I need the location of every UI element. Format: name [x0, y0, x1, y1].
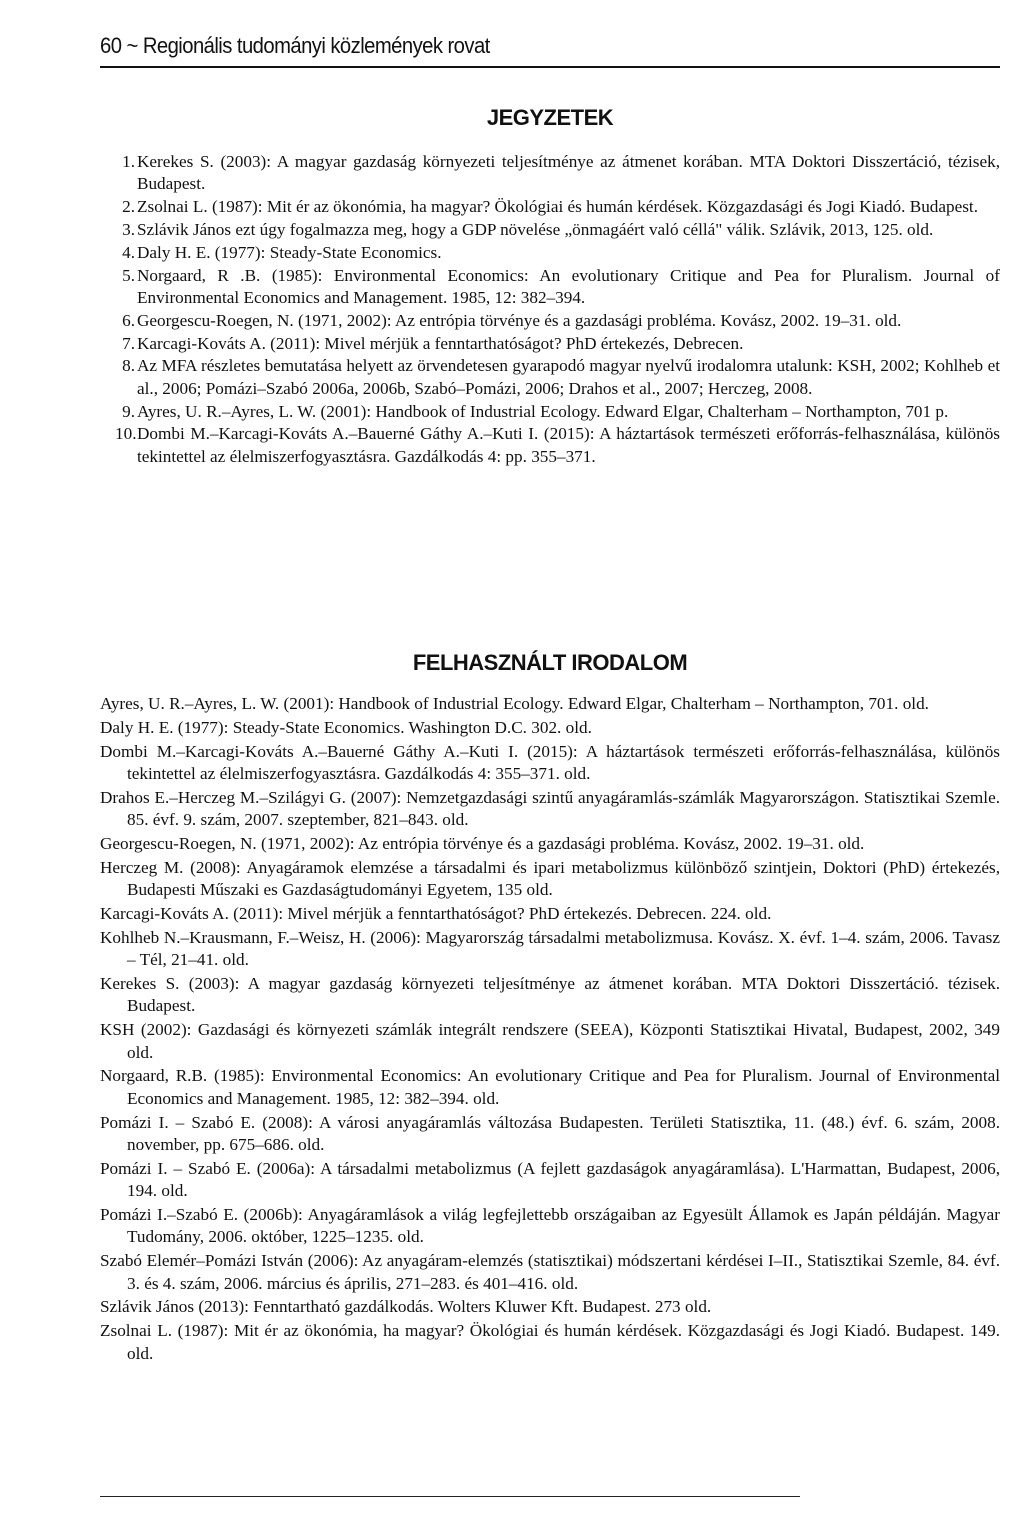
reference-item: Herczeg M. (2008): Anyagáramok elemzése a társadalmi és ipari metabolizmus különböző szintjein, Doktori (PhD) értekezés, Budapesti Műszaki es Gazdaságtudományi Egyetem, 135 old.	[100, 857, 1000, 900]
note-item	[100, 423, 1000, 468]
reference-item: Pomázi I. – Szabó E. (2006a): A társadalmi metabolizmus (A fejlett gazdaságok anyagáramlása). L'Harmattan, Budapest, 2006, 194. old.	[100, 1158, 1000, 1201]
note-item	[100, 242, 1000, 264]
reference-item: Szabó Elemér–Pomázi István (2006): Az anyagáram-elemzés (statisztikai) módszertani kérdései I–II., Statisztikai Szemle, 84. évf. 3. és 4. szám, 2006. március és április, 271–283. és 401–416. old.	[100, 1251, 1000, 1293]
reference-item: Daly H. E. (1977): Steady-State Economics. Washington D.C. 302. old.	[100, 717, 592, 737]
note-number: 7.	[122, 333, 135, 353]
note-text: Daly H. E. (1977): Steady-State Economics.	[137, 242, 442, 262]
reference-item: Norgaard, R.B. (1985): Environmental Economics: An evolutionary Critique and Pea for Pluralism. Journal of Environmental Economics and Management. 1985, 12: 382–394. old.	[100, 1066, 1000, 1108]
note-item	[100, 355, 1000, 400]
reference-item: KSH (2002): Gazdasági és környezeti számlák integrált rendszere (SEEA), Központi Statisztikai Hivatal, Budapest, 2002, 349 old.	[100, 1020, 1000, 1062]
note-number: 10.	[115, 424, 137, 444]
note-item	[100, 333, 1000, 355]
note-text: Szlávik János ezt úgy fogalmazza meg, hogy a GDP növelése „önmagáért való céllá" válik. Szlávik, 2013, 125. old.	[137, 220, 934, 239]
note-number: 6.	[122, 310, 135, 330]
footer-rule	[100, 1496, 800, 1497]
reference-item: Kohlheb N.–Krausmann, F.–Weisz, H. (2006): Magyarország társadalmi metabolizmusa. Kovász. X. évf. 1–4. szám, 2006. Tavasz – Tél, 21–41. old.	[100, 927, 1000, 970]
note-text: Ayres, U. R.–Ayres, L. W. (2001): Handbook of Industrial Ecology. Edward Elgar, Chalterham – Northampton, 701 p.	[137, 401, 949, 421]
note-number: 4.	[122, 242, 135, 262]
note-item	[100, 151, 1000, 196]
note-number: 3.	[122, 220, 135, 239]
header-rule	[100, 66, 1000, 68]
note-item	[100, 265, 1000, 310]
reference-item: Pomázi I. – Szabó E. (2008): A városi anyagáramlás változása Budapesten. Területi Statisztika, 11. (48.) évf. 6. szám, 2008. november, pp. 675–686. old.	[100, 1112, 1000, 1155]
note-item	[100, 310, 1000, 332]
reference-item: Dombi M.–Karcagi-Kováts A.–Bauerné Gáthy A.–Kuti I. (2015): A háztartások természeti erőforrás-felhasználása, különös tekintettel az élelmiszerfogyasztásra. Gazdálkodás 4: 355–371. old.	[100, 741, 1000, 783]
note-text: Dombi M.–Karcagi-Kováts A.–Bauerné Gáthy A.–Kuti I. (2015): A háztartások természeti erőforrás-felhasználása, különös tekintettel az élelmiszerfogyasztásra. Gazdálkodás 4: pp. 355–371.	[137, 424, 1000, 466]
reference-list	[100, 693, 1000, 1366]
note-item	[100, 401, 1000, 423]
note-number: 9.	[122, 401, 135, 421]
note-number: 1.	[122, 152, 135, 171]
running-header	[100, 33, 1000, 59]
reference-item: Szlávik János (2013): Fenntartható gazdálkodás. Wolters Kluwer Kft. Budapest. 273 old.	[100, 1297, 712, 1317]
reference-item: Karcagi-Kováts A. (2011): Mivel mérjük a fenntarthatóságot? PhD értekezés. Debrecen. 224. old.	[100, 904, 772, 923]
reference-item: Kerekes S. (2003): A magyar gazdaság környezeti teljesítménye az átmenet korában. MTA Doktori Disszertáció. tézisek. Budapest.	[100, 974, 1000, 1016]
note-text: Norgaard, R .B. (1985): Environmental Economics: An evolutionary Critique and Pea for Pluralism. Journal of Environmental Economics and Management. 1985, 12: 382–394.	[137, 265, 1000, 307]
literature-heading: FELHASZNÁLT IRODALOM	[412, 650, 688, 675]
note-number: 8.	[122, 356, 135, 376]
note-number: 2.	[122, 197, 135, 217]
notes-heading: JEGYZETEK	[486, 105, 614, 130]
reference-item: Georgescu-Roegen, N. (1971, 2002): Az entrópia törvénye és a gazdasági probléma. Kovász, 2002. 19–31. old.	[100, 834, 865, 853]
note-item	[100, 196, 1000, 218]
reference-item: Drahos E.–Herczeg M.–Szilágyi G. (2007): Nemzetgazdasági szintű anyagáramlás-számlák Magyarországon. Statisztikai Szemle. 85. évf. 9. szám, 2007. szeptember, 821–843. old.	[100, 787, 1000, 830]
note-text: Kerekes S. (2003): A magyar gazdaság környezeti teljesítménye az átmenet korában. MTA Doktori Disszertáció, tézisek, Budapest.	[137, 152, 1000, 194]
note-text: Az MFA részletes bemutatása helyett az örvendetesen gyarapodó magyar nyelvű irodalomra utalunk: KSH, 2002; Kohlheb et al., 2006; Pomázi–Szabó 2006a, 2006b, Szabó–Pomázi, 2006; Drahos et al., 2007; Herczeg, 2008.	[137, 356, 1000, 398]
note-number: 5.	[122, 265, 135, 285]
note-text: Karcagi-Kováts A. (2011): Mivel mérjük a fenntarthatóságot? PhD értekezés, Debrecen.	[137, 333, 744, 353]
reference-item: Pomázi I.–Szabó E. (2006b): Anyagáramlások a világ legfejlettebb országaiban az Egyesült Államok es Japán példáján. Magyar Tudomány, 2006. október, 1225–1235. old.	[100, 1205, 1000, 1247]
reference-item: Ayres, U. R.–Ayres, L. W. (2001): Handbook of Industrial Ecology. Edward Elgar, Chalterham – Northampton, 701. old.	[100, 694, 929, 713]
notes-list	[100, 151, 1000, 469]
note-item	[100, 219, 1000, 241]
note-text: Zsolnai L. (1987): Mit ér az ökonómia, ha magyar? Ökológiai és humán kérdések. Közgazdasági és Jogi Kiadó. Budapest.	[137, 197, 979, 217]
note-text: Georgescu-Roegen, N. (1971, 2002): Az entrópia törvénye és a gazdasági probléma. Kovász, 2002. 19–31. old.	[137, 310, 902, 330]
running-header-title: 60 ~ Regionális tudományi közlemények rovat	[100, 33, 490, 58]
reference-item: Zsolnai L. (1987): Mit ér az ökonómia, ha magyar? Ökológiai és humán kérdések. Közgazdasági és Jogi Kiadó. Budapest. 149. old.	[100, 1321, 1000, 1363]
